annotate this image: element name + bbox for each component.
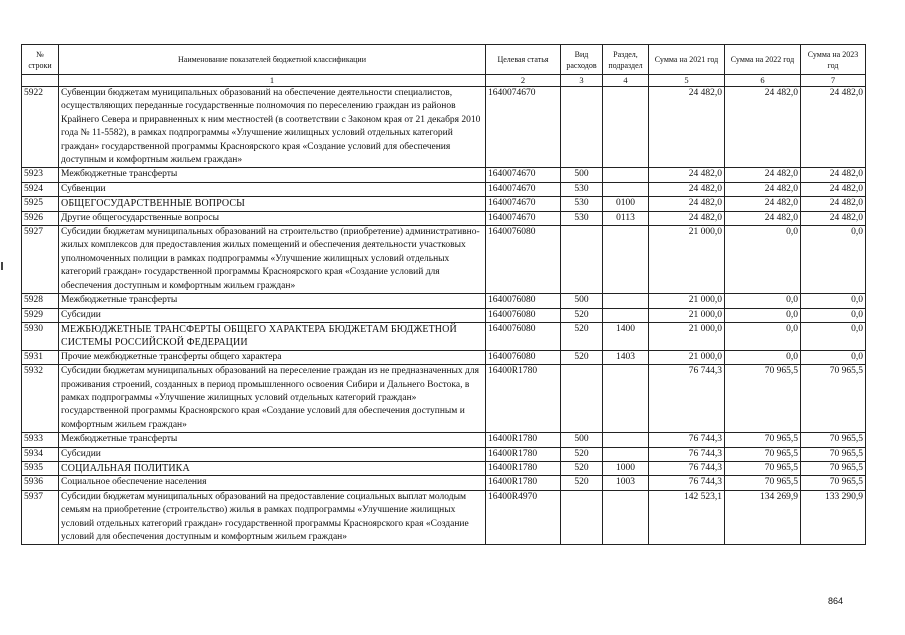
- expense-kind-cell: [561, 226, 603, 294]
- row-number-cell: 5926: [22, 211, 59, 225]
- section-cell: [603, 182, 649, 196]
- column-number: 2: [486, 75, 561, 87]
- row-number-cell: 5923: [22, 168, 59, 182]
- amount-2022-cell: 70 965,5: [725, 476, 801, 490]
- target-article-cell: 1640074670: [486, 197, 561, 211]
- header-2022: Сумма на 2022 год: [725, 45, 801, 75]
- header-section: Раздел, подраздел: [603, 45, 649, 75]
- row-number-cell: 5934: [22, 447, 59, 461]
- amount-2021-cell: 24 482,0: [649, 182, 725, 196]
- amount-2021-cell: 21 000,0: [649, 350, 725, 364]
- target-article-cell: 1640074670: [486, 87, 561, 168]
- amount-2021-cell: 24 482,0: [649, 211, 725, 225]
- amount-2022-cell: 0,0: [725, 322, 801, 350]
- amount-2023-cell: 0,0: [801, 294, 866, 308]
- amount-2021-cell: 21 000,0: [649, 308, 725, 322]
- target-article-cell: 16400R1780: [486, 447, 561, 461]
- indicator-name-cell: ОБЩЕГОСУДАРСТВЕННЫЕ ВОПРОСЫ: [59, 197, 486, 211]
- table-body: [22, 87, 866, 545]
- table-row: [22, 197, 866, 211]
- section-cell: [603, 168, 649, 182]
- section-cell: [603, 433, 649, 447]
- indicator-name-cell: Субсидии: [59, 447, 486, 461]
- indicator-name-cell: Другие общегосударственные вопросы: [59, 211, 486, 225]
- indicator-name-cell: Субсидии бюджетам муниципальных образований на строительство (приобретение) административно-жилых комплексов для предоставления жилых помещений и обеспечения деятельности участковых уполномоченных полиции в рамках подпрограммы «Улучшение жилищных условий отдельных категорий граждан» государственной программы Красноярского края «Создание условий для обеспечения доступным и комфортным жильем граждан»: [59, 226, 486, 294]
- indicator-name-cell: Субвенции бюджетам муниципальных образований на обеспечение деятельности специалистов, осуществляющих переданные государственные полномочия по переселению граждан из районов Крайнего Севера и приравненных к ним местностей (в соответствии с Законом края от 21 декабря 2010 года № 11-5582), в рамках подпрограммы «Улучшение жилищных условий отдельных категорий граждан» государственной программы Красноярского края «Создание условий для обеспечения доступным и комфортным жильем граждан»: [59, 87, 486, 168]
- section-cell: [603, 294, 649, 308]
- table-row: [22, 226, 866, 294]
- amount-2023-cell: 70 965,5: [801, 461, 866, 475]
- indicator-name-cell: Социальное обеспечение населения: [59, 476, 486, 490]
- table-row: [22, 211, 866, 225]
- expense-kind-cell: 530: [561, 182, 603, 196]
- expense-kind-cell: [561, 490, 603, 545]
- amount-2021-cell: 21 000,0: [649, 294, 725, 308]
- column-number-row: [22, 75, 866, 87]
- section-cell: [603, 447, 649, 461]
- indicator-name-cell: Прочие межбюджетные трансферты общего характера: [59, 350, 486, 364]
- indicator-name-cell: Межбюджетные трансферты: [59, 168, 486, 182]
- indicator-name-cell: Субсидии бюджетам муниципальных образований на предоставление социальных выплат молодым семьям на приобретение (строительство) жилья в рамках подпрограммы «Улучшение жилищных условий отдельных категорий граждан» государственной программы Красноярского края «Создание условий для обеспечения доступным и комфортным жильем граждан»: [59, 490, 486, 545]
- row-number-cell: 5931: [22, 350, 59, 364]
- indicator-name-cell: МЕЖБЮДЖЕТНЫЕ ТРАНСФЕРТЫ ОБЩЕГО ХАРАКТЕРА БЮДЖЕТАМ БЮДЖЕТНОЙ СИСТЕМЫ РОССИЙСКОЙ ФЕДЕРАЦИИ: [59, 322, 486, 350]
- target-article-cell: 1640074670: [486, 168, 561, 182]
- target-article-cell: 1640076080: [486, 350, 561, 364]
- table-row: [22, 87, 866, 168]
- amount-2021-cell: 76 744,3: [649, 461, 725, 475]
- row-number-cell: 5924: [22, 182, 59, 196]
- amount-2021-cell: 76 744,3: [649, 476, 725, 490]
- header-2023: Сумма на 2023 год: [801, 45, 866, 75]
- target-article-cell: 16400R1780: [486, 433, 561, 447]
- header-2021: Сумма на 2021 год: [649, 45, 725, 75]
- amount-2022-cell: 70 965,5: [725, 365, 801, 433]
- column-number: 6: [725, 75, 801, 87]
- row-number-cell: 5936: [22, 476, 59, 490]
- header-name: Наименование показателей бюджетной классификации: [59, 45, 486, 75]
- amount-2021-cell: 142 523,1: [649, 490, 725, 545]
- indicator-name-cell: Субсидии: [59, 308, 486, 322]
- target-article-cell: 1640076080: [486, 226, 561, 294]
- amount-2023-cell: 24 482,0: [801, 87, 866, 168]
- row-number-cell: 5937: [22, 490, 59, 545]
- budget-table: [21, 44, 866, 545]
- amount-2022-cell: 70 965,5: [725, 447, 801, 461]
- column-number: 1: [59, 75, 486, 87]
- indicator-name-cell: Субвенции: [59, 182, 486, 196]
- column-number: 7: [801, 75, 866, 87]
- amount-2022-cell: 0,0: [725, 308, 801, 322]
- amount-2023-cell: 24 482,0: [801, 182, 866, 196]
- column-number-blank: [22, 75, 59, 87]
- amount-2022-cell: 70 965,5: [725, 461, 801, 475]
- section-cell: [603, 365, 649, 433]
- row-number-cell: 5930: [22, 322, 59, 350]
- section-cell: 1400: [603, 322, 649, 350]
- target-article-cell: 16400R1780: [486, 461, 561, 475]
- expense-kind-cell: 530: [561, 211, 603, 225]
- table-row: [22, 365, 866, 433]
- amount-2021-cell: 21 000,0: [649, 226, 725, 294]
- header-row-no: № строки: [22, 45, 59, 75]
- amount-2022-cell: 134 269,9: [725, 490, 801, 545]
- amount-2022-cell: 0,0: [725, 350, 801, 364]
- section-cell: [603, 490, 649, 545]
- section-cell: [603, 87, 649, 168]
- expense-kind-cell: 520: [561, 476, 603, 490]
- amount-2023-cell: 70 965,5: [801, 365, 866, 433]
- amount-2023-cell: 0,0: [801, 308, 866, 322]
- row-number-cell: 5935: [22, 461, 59, 475]
- expense-kind-cell: [561, 87, 603, 168]
- amount-2023-cell: 133 290,9: [801, 490, 866, 545]
- amount-2022-cell: 24 482,0: [725, 197, 801, 211]
- table-row: [22, 168, 866, 182]
- expense-kind-cell: 520: [561, 350, 603, 364]
- row-number-cell: 5929: [22, 308, 59, 322]
- amount-2021-cell: 76 744,3: [649, 365, 725, 433]
- table-row: [22, 322, 866, 350]
- amount-2022-cell: 0,0: [725, 226, 801, 294]
- table-row: [22, 182, 866, 196]
- section-cell: 1000: [603, 461, 649, 475]
- amount-2023-cell: 0,0: [801, 322, 866, 350]
- amount-2022-cell: 24 482,0: [725, 87, 801, 168]
- section-cell: 0113: [603, 211, 649, 225]
- target-article-cell: 16400R4970: [486, 490, 561, 545]
- expense-kind-cell: 500: [561, 168, 603, 182]
- amount-2023-cell: 70 965,5: [801, 433, 866, 447]
- header-target: Целевая статья: [486, 45, 561, 75]
- target-article-cell: 1640076080: [486, 294, 561, 308]
- amount-2021-cell: 76 744,3: [649, 433, 725, 447]
- row-number-cell: 5932: [22, 365, 59, 433]
- header-kind: Вид расходов: [561, 45, 603, 75]
- amount-2023-cell: 0,0: [801, 226, 866, 294]
- target-article-cell: 1640074670: [486, 211, 561, 225]
- target-article-cell: 16400R1780: [486, 365, 561, 433]
- table-row: [22, 308, 866, 322]
- amount-2022-cell: 70 965,5: [725, 433, 801, 447]
- amount-2022-cell: 24 482,0: [725, 211, 801, 225]
- table-row: [22, 433, 866, 447]
- indicator-name-cell: Субсидии бюджетам муниципальных образований на переселение граждан из не предназначенных для проживания строений, созданных в период промышленного освоения Сибири и Дальнего Востока, в рамках подпрограммы «Улучшение жилищных условий отдельных категорий граждан» государственной программы Красноярского края «Создание условий для обеспечения доступным и комфортным жильем граждан»: [59, 365, 486, 433]
- scan-artifact: [1, 262, 3, 270]
- section-cell: 1003: [603, 476, 649, 490]
- amount-2021-cell: 24 482,0: [649, 197, 725, 211]
- expense-kind-cell: [561, 365, 603, 433]
- amount-2023-cell: 70 965,5: [801, 476, 866, 490]
- row-number-cell: 5933: [22, 433, 59, 447]
- table-row: [22, 476, 866, 490]
- table-row: [22, 447, 866, 461]
- column-number: 3: [561, 75, 603, 87]
- row-number-cell: 5928: [22, 294, 59, 308]
- column-number: 5: [649, 75, 725, 87]
- row-number-cell: 5927: [22, 226, 59, 294]
- page-number: 864: [828, 596, 844, 606]
- section-cell: [603, 226, 649, 294]
- amount-2022-cell: 24 482,0: [725, 182, 801, 196]
- amount-2023-cell: 0,0: [801, 350, 866, 364]
- target-article-cell: 1640076080: [486, 322, 561, 350]
- expense-kind-cell: 520: [561, 447, 603, 461]
- amount-2023-cell: 24 482,0: [801, 211, 866, 225]
- amount-2021-cell: 76 744,3: [649, 447, 725, 461]
- expense-kind-cell: 530: [561, 197, 603, 211]
- header-row: [22, 45, 866, 75]
- amount-2022-cell: 24 482,0: [725, 168, 801, 182]
- amount-2021-cell: 21 000,0: [649, 322, 725, 350]
- amount-2021-cell: 24 482,0: [649, 168, 725, 182]
- expense-kind-cell: 500: [561, 294, 603, 308]
- target-article-cell: 16400R1780: [486, 476, 561, 490]
- indicator-name-cell: СОЦИАЛЬНАЯ ПОЛИТИКА: [59, 461, 486, 475]
- amount-2021-cell: 24 482,0: [649, 87, 725, 168]
- amount-2022-cell: 0,0: [725, 294, 801, 308]
- section-cell: 1403: [603, 350, 649, 364]
- expense-kind-cell: 520: [561, 322, 603, 350]
- column-number: 4: [603, 75, 649, 87]
- section-cell: [603, 308, 649, 322]
- indicator-name-cell: Межбюджетные трансферты: [59, 433, 486, 447]
- amount-2023-cell: 70 965,5: [801, 447, 866, 461]
- indicator-name-cell: Межбюджетные трансферты: [59, 294, 486, 308]
- amount-2023-cell: 24 482,0: [801, 197, 866, 211]
- table-row: [22, 490, 866, 545]
- target-article-cell: 1640076080: [486, 308, 561, 322]
- expense-kind-cell: 520: [561, 461, 603, 475]
- section-cell: 0100: [603, 197, 649, 211]
- row-number-cell: 5922: [22, 87, 59, 168]
- table-row: [22, 350, 866, 364]
- expense-kind-cell: 520: [561, 308, 603, 322]
- table-row: [22, 294, 866, 308]
- table-row: [22, 461, 866, 475]
- expense-kind-cell: 500: [561, 433, 603, 447]
- amount-2023-cell: 24 482,0: [801, 168, 866, 182]
- target-article-cell: 1640074670: [486, 182, 561, 196]
- row-number-cell: 5925: [22, 197, 59, 211]
